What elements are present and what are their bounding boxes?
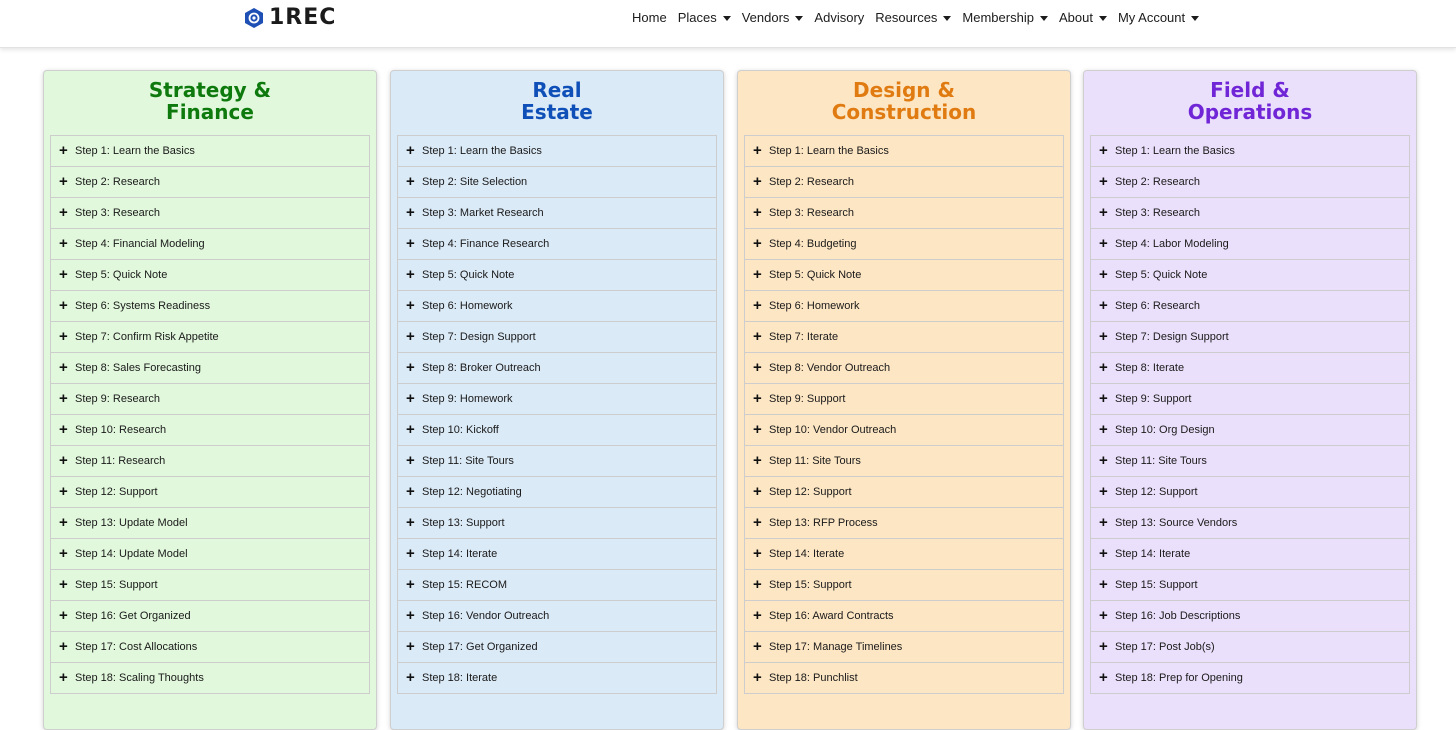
accordion-item[interactable] — [50, 290, 370, 322]
plus-icon: + — [1099, 545, 1108, 562]
column-title — [397, 77, 717, 135]
accordion-item-label: Step 6: Systems Readiness — [75, 300, 211, 312]
nav-item-about[interactable] — [1059, 9, 1107, 27]
accordion-item[interactable] — [1090, 631, 1410, 663]
accordion-item-label: Step 9: Support — [769, 393, 846, 405]
accordion-item-label: Step 1: Learn the Basics — [1115, 145, 1235, 157]
accordion-item[interactable] — [744, 538, 1064, 570]
nav-item-label: My Account — [1117, 10, 1186, 25]
plus-icon: + — [59, 204, 68, 221]
plus-icon: + — [1099, 173, 1108, 190]
column-title-line: Operations — [1187, 100, 1313, 124]
plus-icon: + — [1099, 359, 1108, 376]
plus-icon: + — [1099, 266, 1108, 283]
accordion-item-label: Step 11: Site Tours — [422, 455, 514, 467]
plus-icon: + — [753, 173, 762, 190]
accordion-item-label: Step 17: Cost Allocations — [75, 641, 198, 653]
accordion-item-label: Step 10: Vendor Outreach — [769, 424, 897, 436]
accordion-item-label: Step 16: Get Organized — [75, 610, 191, 622]
accordion-item-label: Step 18: Iterate — [422, 672, 498, 684]
accordion-item[interactable] — [1090, 414, 1410, 446]
accordion-item-label: Step 6: Homework — [769, 300, 860, 312]
accordion-item-label: Step 13: Update Model — [75, 517, 188, 529]
plus-icon: + — [1099, 297, 1108, 314]
accordion-item[interactable] — [397, 569, 717, 601]
accordion-item-label: Step 18: Prep for Opening — [1115, 672, 1243, 684]
nav-item-membership[interactable] — [962, 9, 1048, 27]
accordion-item[interactable] — [397, 538, 717, 570]
accordion-item-label: Step 11: Research — [75, 455, 166, 467]
site-header — [0, 0, 1456, 48]
plus-icon: + — [59, 421, 68, 438]
nav-item-label: Advisory — [814, 10, 865, 25]
pathway-columns — [43, 70, 1417, 730]
plus-icon: + — [406, 204, 415, 221]
accordion-item-label: Step 18: Scaling Thoughts — [75, 672, 204, 684]
plus-icon: + — [406, 452, 415, 469]
accordion-item-label: Step 4: Labor Modeling — [1115, 238, 1229, 250]
column-title-line: Finance — [166, 100, 254, 124]
accordion-item-label: Step 9: Support — [1115, 393, 1192, 405]
plus-icon: + — [406, 235, 415, 252]
plus-icon: + — [753, 297, 762, 314]
plus-icon: + — [406, 266, 415, 283]
accordion-item-label: Step 1: Learn the Basics — [75, 145, 195, 157]
accordion-item-label: Step 8: Vendor Outreach — [769, 362, 891, 374]
plus-icon: + — [59, 669, 68, 686]
accordion-item[interactable] — [397, 321, 717, 353]
plus-icon: + — [1099, 421, 1108, 438]
plus-icon: + — [59, 142, 68, 159]
nav-item-advisory[interactable] — [814, 9, 864, 27]
caret-down-icon — [1191, 16, 1199, 21]
plus-icon: + — [406, 359, 415, 376]
plus-icon: + — [1099, 514, 1108, 531]
plus-icon: + — [1099, 235, 1108, 252]
accordion-item-label: Step 3: Research — [1115, 207, 1200, 219]
accordion-item[interactable] — [50, 228, 370, 260]
accordion-item[interactable] — [397, 166, 717, 198]
plus-icon: + — [406, 390, 415, 407]
accordion-item[interactable] — [1090, 662, 1410, 694]
accordion-item[interactable] — [397, 135, 717, 167]
accordion-item[interactable] — [50, 259, 370, 291]
plus-icon: + — [406, 607, 415, 624]
plus-icon: + — [59, 576, 68, 593]
column-field-operations — [1083, 70, 1417, 730]
accordion-item-label: Step 14: Update Model — [75, 548, 188, 560]
accordion-item-label: Step 8: Sales Forecasting — [75, 362, 201, 374]
logo-hexagon-icon — [243, 7, 265, 29]
column-real-estate — [390, 70, 724, 730]
accordion-item[interactable] — [50, 352, 370, 384]
accordion-item[interactable] — [397, 259, 717, 291]
plus-icon: + — [753, 452, 762, 469]
accordion-item[interactable] — [50, 538, 370, 570]
main-nav — [632, 9, 1210, 27]
accordion-item[interactable] — [397, 600, 717, 632]
accordion-item[interactable] — [744, 507, 1064, 539]
accordion-item[interactable] — [744, 228, 1064, 260]
accordion-item-label: Step 2: Site Selection — [422, 176, 528, 188]
accordion-item-label: Step 17: Manage Timelines — [769, 641, 903, 653]
plus-icon: + — [753, 328, 762, 345]
accordion-item-label: Step 13: RFP Process — [769, 517, 878, 529]
accordion-item[interactable] — [50, 445, 370, 477]
accordion-item-label: Step 4: Finance Research — [422, 238, 550, 250]
accordion-item[interactable] — [50, 662, 370, 694]
accordion-item[interactable] — [1090, 507, 1410, 539]
accordion-item-label: Step 2: Research — [769, 176, 854, 188]
plus-icon: + — [59, 607, 68, 624]
accordion-item[interactable] — [744, 321, 1064, 353]
steps-accordion — [744, 135, 1064, 694]
plus-icon: + — [1099, 328, 1108, 345]
column-title-line: Estate — [521, 100, 593, 124]
column-title-line: Field & — [1210, 78, 1290, 102]
accordion-item[interactable] — [397, 476, 717, 508]
accordion-item[interactable] — [1090, 321, 1410, 353]
accordion-item-label: Step 17: Get Organized — [422, 641, 538, 653]
nav-item-label: About — [1058, 10, 1093, 25]
plus-icon: + — [406, 514, 415, 531]
accordion-item[interactable] — [1090, 259, 1410, 291]
plus-icon: + — [59, 545, 68, 562]
accordion-item[interactable] — [744, 352, 1064, 384]
accordion-item[interactable] — [744, 445, 1064, 477]
steps-accordion — [397, 135, 717, 694]
column-title — [1090, 77, 1410, 135]
accordion-item[interactable] — [1090, 166, 1410, 198]
plus-icon: + — [59, 483, 68, 500]
accordion-item-label: Step 15: Support — [75, 579, 158, 591]
plus-icon: + — [59, 328, 68, 345]
accordion-item-label: Step 10: Kickoff — [422, 424, 499, 436]
accordion-item-label: Step 12: Support — [769, 486, 852, 498]
accordion-item-label: Step 3: Research — [769, 207, 854, 219]
plus-icon: + — [59, 452, 68, 469]
accordion-item[interactable] — [50, 476, 370, 508]
accordion-item[interactable] — [50, 166, 370, 198]
caret-down-icon — [1099, 16, 1107, 21]
column-strategy-finance — [43, 70, 377, 730]
plus-icon: + — [753, 142, 762, 159]
column-title — [50, 77, 370, 135]
accordion-item[interactable] — [1090, 538, 1410, 570]
accordion-item[interactable] — [1090, 569, 1410, 601]
accordion-item-label: Step 9: Homework — [422, 393, 513, 405]
accordion-item[interactable] — [50, 135, 370, 167]
plus-icon: + — [406, 483, 415, 500]
plus-icon: + — [59, 638, 68, 655]
steps-accordion — [50, 135, 370, 694]
accordion-item[interactable] — [1090, 476, 1410, 508]
column-title-line: Design & — [853, 78, 955, 102]
plus-icon: + — [753, 607, 762, 624]
accordion-item[interactable] — [50, 507, 370, 539]
accordion-item-label: Step 15: Support — [1115, 579, 1198, 591]
accordion-item-label: Step 11: Site Tours — [1115, 455, 1207, 467]
accordion-item[interactable] — [1090, 352, 1410, 384]
accordion-item[interactable] — [397, 414, 717, 446]
plus-icon: + — [753, 359, 762, 376]
accordion-item-label: Step 13: Source Vendors — [1115, 517, 1238, 529]
plus-icon: + — [1099, 204, 1108, 221]
accordion-item-label: Step 7: Iterate — [769, 331, 839, 343]
accordion-item-label: Step 10: Research — [75, 424, 167, 436]
column-design-construction — [737, 70, 1071, 730]
plus-icon: + — [406, 421, 415, 438]
plus-icon: + — [753, 669, 762, 686]
accordion-item[interactable] — [1090, 445, 1410, 477]
column-title-line: Strategy & — [148, 78, 272, 102]
accordion-item-label: Step 16: Vendor Outreach — [422, 610, 550, 622]
accordion-item-label: Step 7: Design Support — [1115, 331, 1229, 343]
accordion-item[interactable] — [397, 662, 717, 694]
caret-down-icon — [1040, 16, 1048, 21]
accordion-item-label: Step 18: Punchlist — [769, 672, 858, 684]
accordion-item[interactable] — [1090, 290, 1410, 322]
plus-icon: + — [1099, 607, 1108, 624]
steps-accordion — [1090, 135, 1410, 694]
accordion-item-label: Step 12: Negotiating — [422, 486, 522, 498]
accordion-item[interactable] — [50, 600, 370, 632]
plus-icon: + — [753, 514, 762, 531]
column-title-line: Real — [532, 78, 582, 102]
accordion-item[interactable] — [50, 383, 370, 415]
accordion-item-label: Step 8: Broker Outreach — [422, 362, 541, 374]
accordion-item-label: Step 13: Support — [422, 517, 505, 529]
plus-icon: + — [406, 638, 415, 655]
accordion-item-label: Step 15: RECOM — [422, 579, 507, 591]
plus-icon: + — [406, 297, 415, 314]
accordion-item-label: Step 16: Award Contracts — [769, 610, 894, 622]
plus-icon: + — [59, 173, 68, 190]
accordion-item[interactable] — [397, 197, 717, 229]
accordion-item[interactable] — [1090, 135, 1410, 167]
plus-icon: + — [753, 421, 762, 438]
plus-icon: + — [406, 328, 415, 345]
nav-item-label: Membership — [962, 10, 1034, 25]
caret-down-icon — [723, 16, 731, 21]
accordion-item[interactable] — [1090, 600, 1410, 632]
accordion-item[interactable] — [744, 600, 1064, 632]
accordion-item-label: Step 11: Site Tours — [769, 455, 861, 467]
accordion-item[interactable] — [744, 476, 1064, 508]
accordion-item-label: Step 16: Job Descriptions — [1115, 610, 1241, 622]
accordion-item[interactable] — [744, 166, 1064, 198]
plus-icon: + — [406, 142, 415, 159]
accordion-item[interactable] — [397, 445, 717, 477]
plus-icon: + — [59, 390, 68, 407]
accordion-item[interactable] — [50, 569, 370, 601]
accordion-item[interactable] — [744, 569, 1064, 601]
accordion-item-label: Step 2: Research — [1115, 176, 1200, 188]
accordion-item[interactable] — [744, 383, 1064, 415]
accordion-item-label: Step 5: Quick Note — [1115, 269, 1208, 281]
accordion-item-label: Step 9: Research — [75, 393, 160, 405]
plus-icon: + — [1099, 142, 1108, 159]
plus-icon: + — [406, 173, 415, 190]
accordion-item[interactable] — [744, 197, 1064, 229]
accordion-item[interactable] — [744, 290, 1064, 322]
plus-icon: + — [753, 266, 762, 283]
accordion-item-label: Step 3: Market Research — [422, 207, 544, 219]
accordion-item[interactable] — [1090, 197, 1410, 229]
accordion-item[interactable] — [744, 631, 1064, 663]
accordion-item[interactable] — [50, 197, 370, 229]
plus-icon: + — [406, 576, 415, 593]
plus-icon: + — [1099, 390, 1108, 407]
plus-icon: + — [753, 204, 762, 221]
accordion-item-label: Step 8: Iterate — [1115, 362, 1185, 374]
accordion-item-label: Step 5: Quick Note — [769, 269, 862, 281]
plus-icon: + — [59, 266, 68, 283]
accordion-item[interactable] — [50, 321, 370, 353]
nav-item-label: Home — [632, 10, 667, 25]
plus-icon: + — [406, 545, 415, 562]
accordion-item-label: Step 5: Quick Note — [422, 269, 515, 281]
accordion-item[interactable] — [397, 383, 717, 415]
accordion-item[interactable] — [397, 631, 717, 663]
accordion-item-label: Step 15: Support — [769, 579, 852, 591]
plus-icon: + — [753, 576, 762, 593]
plus-icon: + — [1099, 638, 1108, 655]
nav-item-places[interactable] — [678, 9, 731, 27]
accordion-item-label: Step 17: Post Job(s) — [1115, 641, 1215, 653]
nav-item-label: Vendors — [741, 10, 790, 25]
plus-icon: + — [59, 514, 68, 531]
accordion-item-label: Step 10: Org Design — [1115, 424, 1215, 436]
accordion-item-label: Step 14: Iterate — [1115, 548, 1191, 560]
plus-icon: + — [1099, 452, 1108, 469]
nav-item-label: Places — [677, 10, 717, 25]
plus-icon: + — [1099, 576, 1108, 593]
site-logo[interactable] — [243, 6, 336, 30]
plus-icon: + — [59, 359, 68, 376]
accordion-item[interactable] — [50, 631, 370, 663]
accordion-item-label: Step 1: Learn the Basics — [769, 145, 889, 157]
accordion-item[interactable] — [744, 259, 1064, 291]
accordion-item-label: Step 1: Learn the Basics — [422, 145, 542, 157]
accordion-item[interactable] — [744, 662, 1064, 694]
accordion-item[interactable] — [50, 414, 370, 446]
plus-icon: + — [406, 669, 415, 686]
nav-item-label: Resources — [875, 10, 938, 25]
accordion-item[interactable] — [1090, 383, 1410, 415]
accordion-item[interactable] — [744, 414, 1064, 446]
accordion-item[interactable] — [397, 352, 717, 384]
caret-down-icon — [795, 16, 803, 21]
plus-icon: + — [753, 545, 762, 562]
accordion-item-label: Step 14: Iterate — [422, 548, 498, 560]
accordion-item[interactable] — [397, 228, 717, 260]
nav-item-home[interactable] — [632, 9, 667, 27]
accordion-item-label: Step 6: Homework — [422, 300, 513, 312]
accordion-item[interactable] — [1090, 228, 1410, 260]
plus-icon: + — [753, 638, 762, 655]
accordion-item-label: Step 4: Financial Modeling — [75, 238, 205, 250]
accordion-item-label: Step 3: Research — [75, 207, 160, 219]
nav-item-my-account[interactable] — [1118, 9, 1199, 27]
plus-icon: + — [753, 483, 762, 500]
accordion-item[interactable] — [397, 507, 717, 539]
plus-icon: + — [59, 235, 68, 252]
accordion-item-label: Step 6: Research — [1115, 300, 1200, 312]
accordion-item[interactable] — [744, 135, 1064, 167]
nav-item-vendors[interactable] — [742, 9, 804, 27]
plus-icon: + — [1099, 483, 1108, 500]
accordion-item-label: Step 14: Iterate — [769, 548, 845, 560]
accordion-item-label: Step 7: Design Support — [422, 331, 536, 343]
accordion-item-label: Step 12: Support — [75, 486, 158, 498]
column-title-line: Construction — [831, 100, 977, 124]
accordion-item-label: Step 4: Budgeting — [769, 238, 857, 250]
nav-item-resources[interactable] — [875, 9, 951, 27]
accordion-item-label: Step 5: Quick Note — [75, 269, 168, 281]
plus-icon: + — [753, 390, 762, 407]
column-title — [744, 77, 1064, 135]
accordion-item-label: Step 2: Research — [75, 176, 160, 188]
caret-down-icon — [943, 16, 951, 21]
plus-icon: + — [753, 235, 762, 252]
plus-icon: + — [1099, 669, 1108, 686]
accordion-item[interactable] — [397, 290, 717, 322]
accordion-item-label: Step 12: Support — [1115, 486, 1198, 498]
accordion-item-label: Step 7: Confirm Risk Appetite — [75, 331, 219, 343]
plus-icon: + — [59, 297, 68, 314]
logo-text: 1REC — [269, 5, 337, 30]
